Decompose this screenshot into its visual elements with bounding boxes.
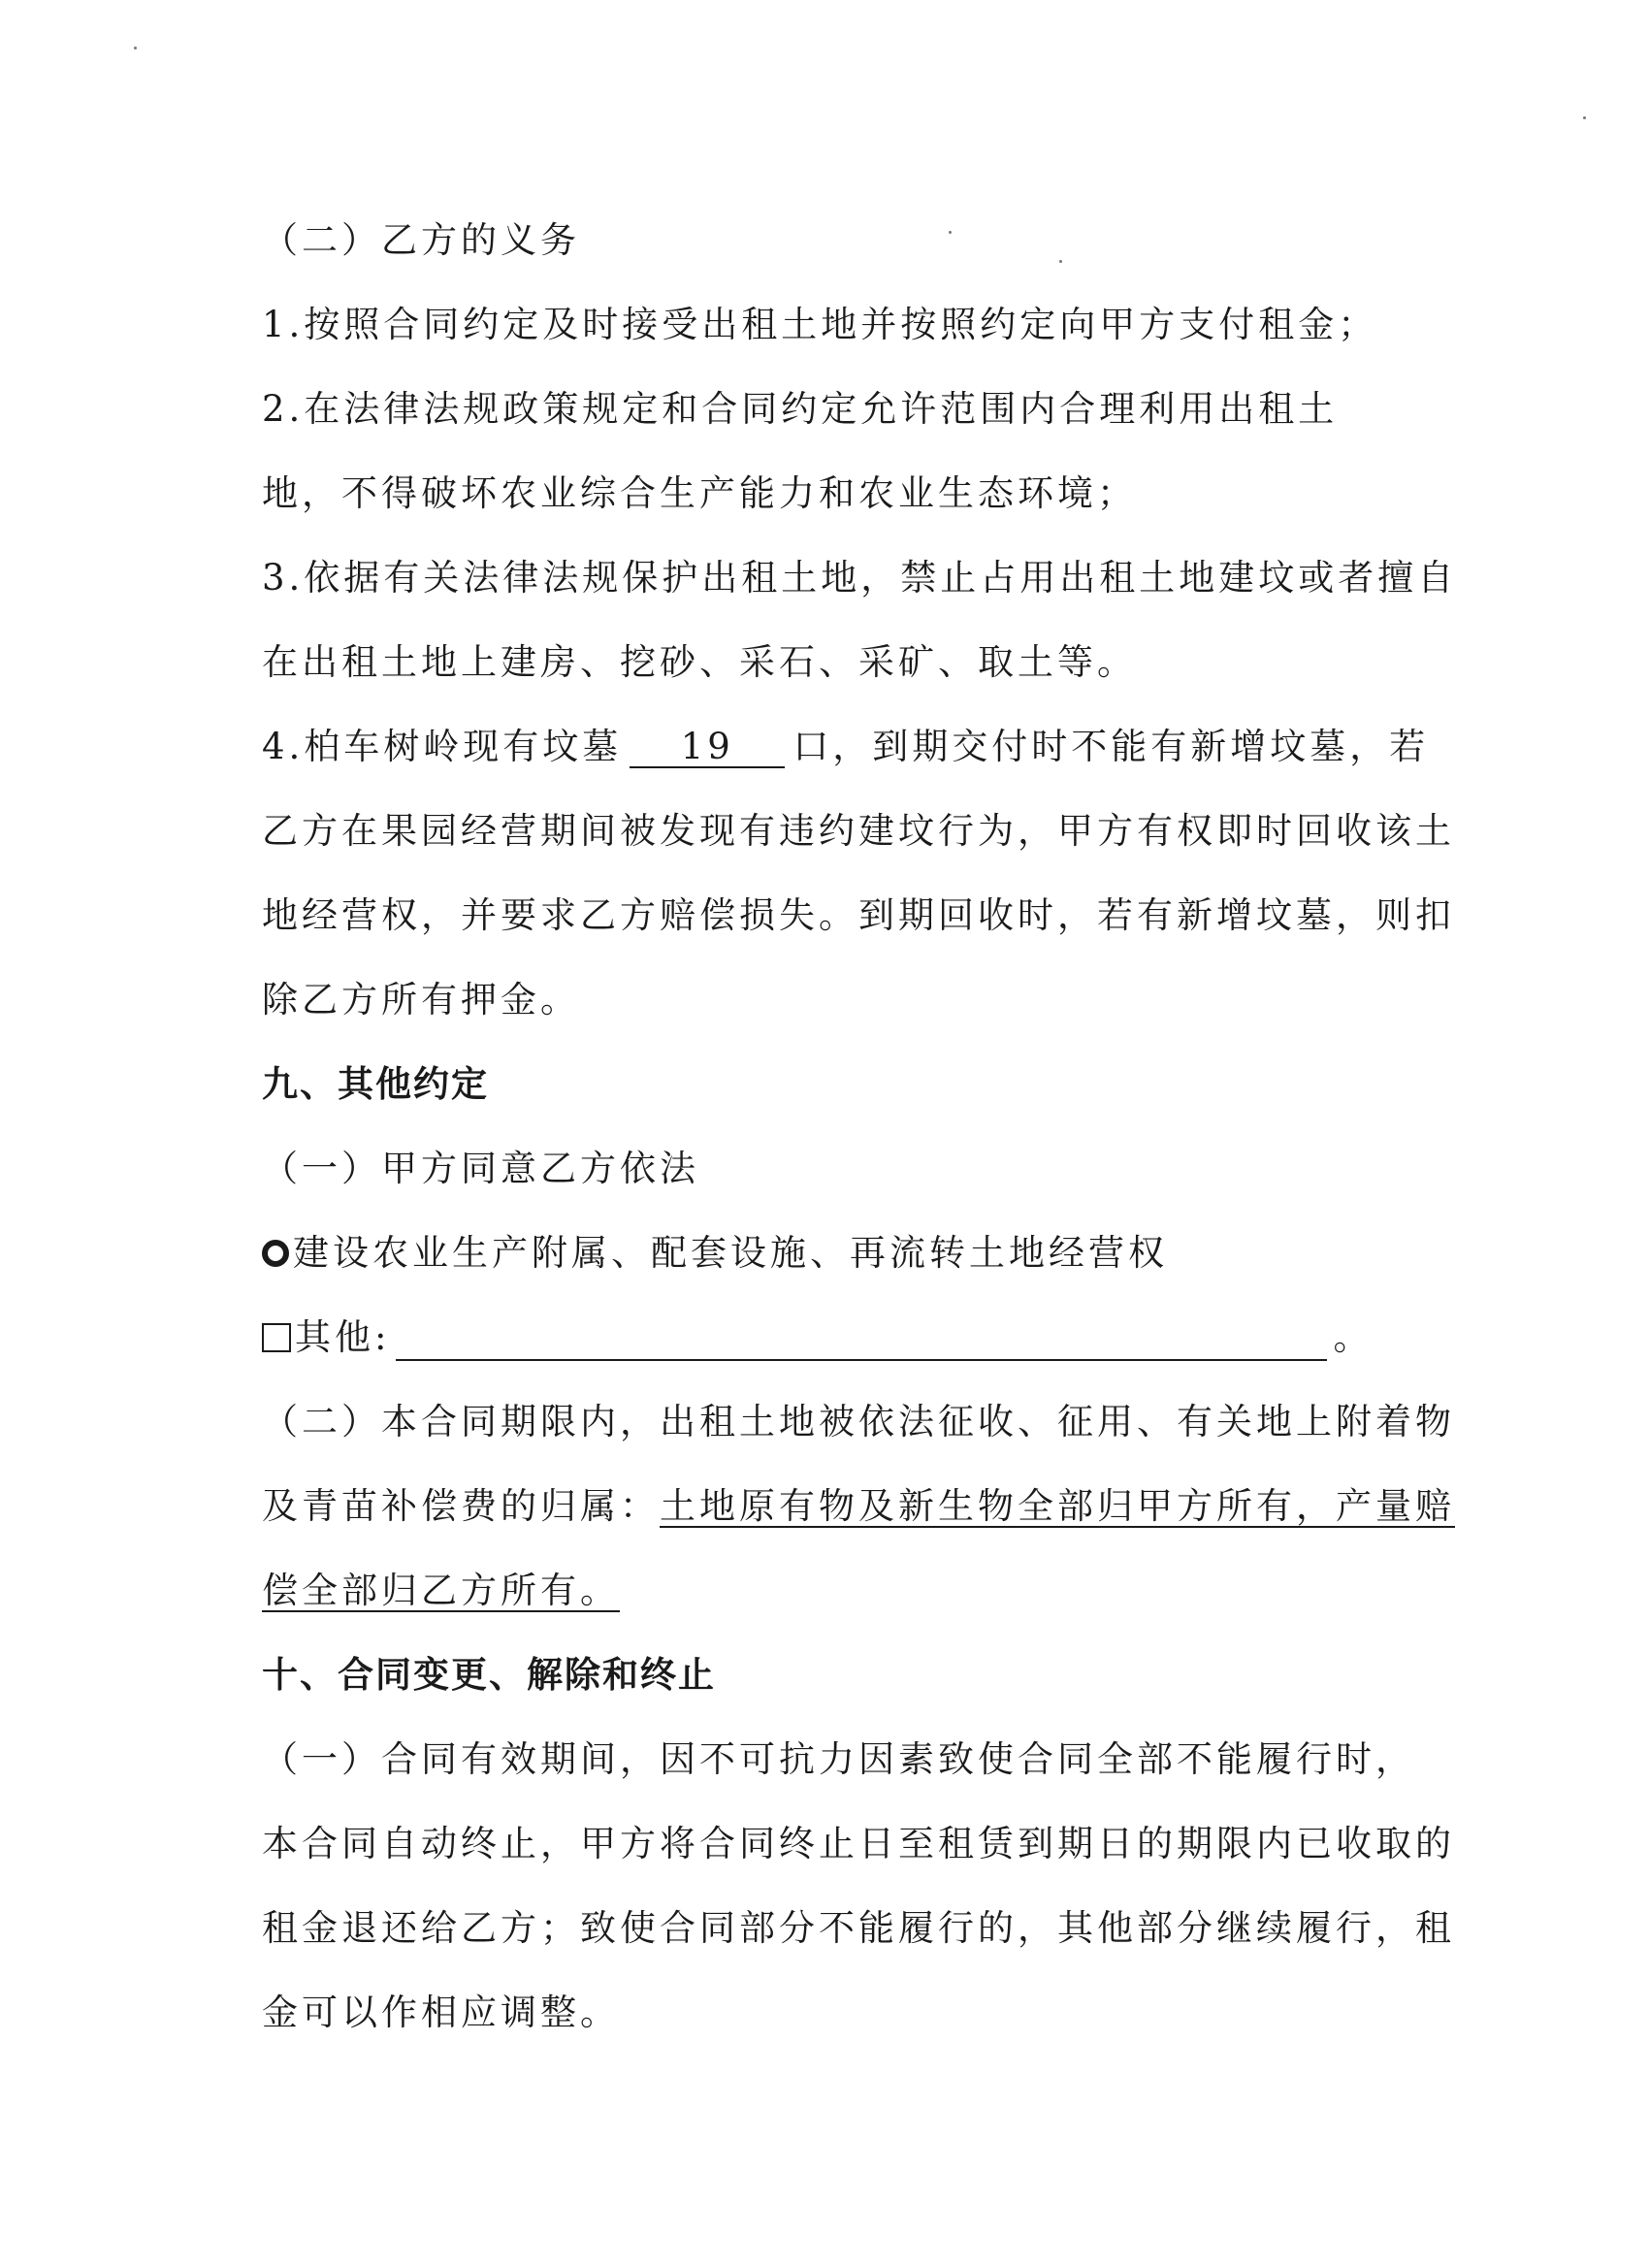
- obligation-3-line-1: 3.依据有关法律法规保护出租土地，禁止占用出租土地建坟或者擅自: [262, 557, 1458, 599]
- section-10-1-line-2: 本合同自动终止，甲方将合同终止日至租赁到期日的期限内已收取的: [262, 1823, 1455, 1864]
- scan-speck: [1583, 116, 1586, 119]
- obligation-4-line-4: 除乙方所有押金。: [262, 979, 580, 1021]
- option-1-label: 建设农业生产附属、配套设施、再流转土地经营权: [293, 1232, 1168, 1274]
- checkbox-icon: [262, 1323, 291, 1352]
- section-10-1-line-1: （一）合同有效期间，因不可抗力因素致使合同全部不能履行时，: [262, 1738, 1415, 1780]
- grave-count-field: 19: [630, 728, 785, 768]
- compensation-terms-part-2: 偿全部归乙方所有。: [262, 1570, 620, 1611]
- scan-speck: [1059, 260, 1062, 263]
- section-title-party-b-obligations: （二）乙方的义务: [262, 219, 580, 261]
- obligation-4-line-1: [262, 724, 1429, 770]
- obligation-4-prefix: 4.柏车树岭现有坟墓: [262, 726, 623, 767]
- scan-speck: [134, 47, 137, 49]
- section-10-1-line-4: 金可以作相应调整。: [262, 1992, 620, 2033]
- selected-option-icon: [262, 1240, 289, 1267]
- option-2-row: [262, 1314, 1373, 1361]
- obligation-1: 1.按照合同约定及时接受出租土地并按照约定向甲方支付租金；: [262, 304, 1378, 345]
- other-blank-line: [396, 1320, 1327, 1361]
- section-9-1-title: （一）甲方同意乙方依法: [262, 1148, 699, 1189]
- obligation-4-line-3: 地经营权，并要求乙方赔偿损失。到期回收时，若有新增坟墓，则扣: [262, 894, 1455, 936]
- section-9-2-line-1: （二）本合同期限内，出租土地被依法征收、征用、有关地上附着物: [262, 1401, 1455, 1442]
- obligation-2-line-2: 地，不得破坏农业综合生产能力和农业生态环境；: [262, 472, 1137, 514]
- option-1-row: [262, 1230, 1168, 1277]
- obligation-4-line-2: 乙方在果园经营期间被发现有违约建坟行为，甲方有权即时回收该土: [262, 810, 1455, 852]
- compensation-terms-part-1: 土地原有物及新生物全部归甲方所有，产量赔: [660, 1485, 1455, 1527]
- section-9-2-line-2: [262, 1483, 1455, 1530]
- obligation-2-line-1: 2.在法律法规政策规定和合同约定允许范围内合理利用出租土: [262, 388, 1339, 430]
- option-2-label: 其他:: [295, 1316, 391, 1358]
- compensation-label: 及青苗补偿费的归属：: [262, 1485, 660, 1527]
- section-10-1-line-3: 租金退还给乙方；致使合同部分不能履行的，其他部分继续履行，租: [262, 1907, 1455, 1949]
- heading-contract-changes: 十、合同变更、解除和终止: [262, 1654, 716, 1696]
- obligation-4-suffix: 口，到期交付时不能有新增坟墓，若: [792, 726, 1430, 767]
- section-9-2-line-3: [262, 1568, 620, 1614]
- option-2-end: 。: [1333, 1316, 1374, 1358]
- obligation-3-line-2: 在出租土地上建房、挖砂、采石、采矿、取土等。: [262, 641, 1137, 683]
- heading-other-agreements: 九、其他约定: [262, 1063, 489, 1105]
- scan-speck: [949, 231, 952, 234]
